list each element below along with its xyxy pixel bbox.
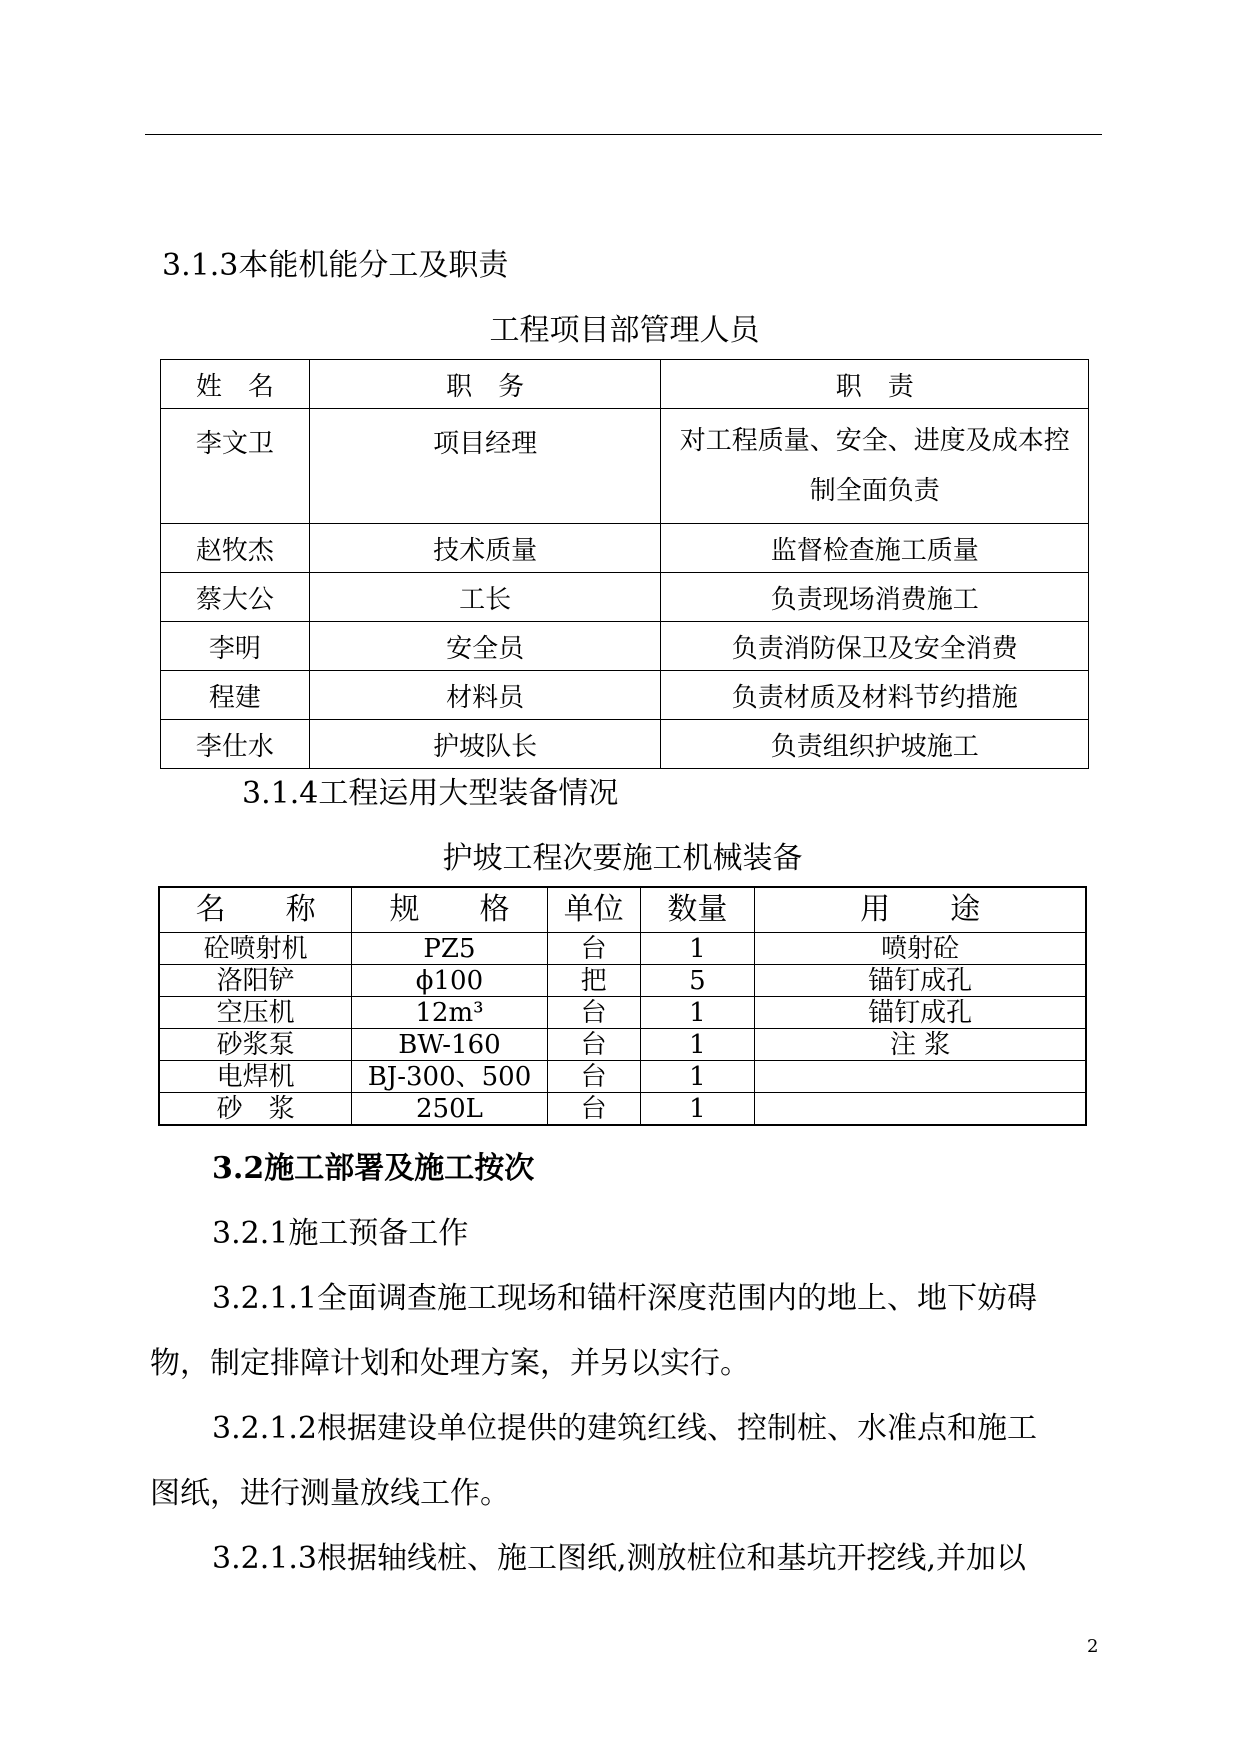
staff-duty: 负责消防保卫及安全消费 bbox=[661, 622, 1089, 671]
equip-use: 注 浆 bbox=[755, 1029, 1086, 1061]
equip-qty: 1 bbox=[640, 1061, 755, 1093]
equip-use: 锚钉成孔 bbox=[755, 965, 1086, 997]
staff-duty: 负责现场消费施工 bbox=[661, 573, 1089, 622]
staff-duty-line: 制全面负责 bbox=[809, 476, 940, 506]
header-cell-spec: 规 格 bbox=[352, 887, 548, 933]
section-3-2-heading: 3.2施工部署及施工按次 bbox=[212, 1151, 535, 1186]
equip-qty: 5 bbox=[640, 965, 755, 997]
staff-duty-line: 对工程质量、安全、进度及成本控 bbox=[679, 426, 1070, 456]
equip-spec: 12m³ bbox=[352, 997, 548, 1029]
equip-use bbox=[755, 1093, 1086, 1126]
header-cell-use: 用 途 bbox=[755, 887, 1086, 933]
header-cell-unit: 单位 bbox=[547, 887, 640, 933]
equip-table-title: 护坡工程次要施工机械装备 bbox=[442, 841, 803, 876]
equip-row bbox=[159, 965, 1086, 997]
staff-role: 工长 bbox=[309, 573, 661, 622]
section-3-1-3-heading: 3.1.3本能机能分工及职责 bbox=[162, 248, 509, 283]
staff-duty: 负责组织护坡施工 bbox=[661, 720, 1089, 769]
header-cell-duty: 职 责 bbox=[661, 360, 1089, 409]
equip-table-header-row bbox=[159, 887, 1086, 933]
staff-duty: 监督检查施工质量 bbox=[661, 524, 1089, 573]
equip-unit: 台 bbox=[547, 1093, 640, 1126]
page-number: 2 bbox=[1087, 1636, 1099, 1657]
header-cell-name: 姓 名 bbox=[161, 360, 310, 409]
staff-name: 程建 bbox=[161, 671, 310, 720]
equip-spec: PZ5 bbox=[352, 933, 548, 965]
equip-use: 锚钉成孔 bbox=[755, 997, 1086, 1029]
equip-unit: 台 bbox=[547, 1061, 640, 1093]
equip-name: 洛阳铲 bbox=[159, 965, 352, 997]
paragraph-line: 3.2.1.2根据建设单位提供的建筑红线、控制桩、水准点和施工 bbox=[212, 1411, 1037, 1446]
staff-table bbox=[160, 359, 1089, 769]
paragraph-line: 3.2.1.1全面调查施工现场和锚杆深度范围内的地上、地下妨碍 bbox=[212, 1281, 1037, 1316]
equip-unit: 台 bbox=[547, 997, 640, 1029]
paragraph-line: 图纸，进行测量放线工作。 bbox=[150, 1476, 510, 1511]
equip-name: 电焊机 bbox=[159, 1061, 352, 1093]
section-3-2-1-heading: 3.2.1施工预备工作 bbox=[212, 1216, 469, 1251]
staff-row bbox=[161, 720, 1089, 769]
equip-row bbox=[159, 1029, 1086, 1061]
staff-row bbox=[161, 409, 1089, 524]
equip-name: 砂浆泵 bbox=[159, 1029, 352, 1061]
equip-use: 喷射砼 bbox=[755, 933, 1086, 965]
header-cell-qty: 数量 bbox=[640, 887, 755, 933]
staff-role: 材料员 bbox=[309, 671, 661, 720]
equip-spec: BW-160 bbox=[352, 1029, 548, 1061]
header-rule bbox=[145, 134, 1102, 135]
staff-duty bbox=[661, 409, 1089, 524]
equip-qty: 1 bbox=[640, 933, 755, 965]
equip-qty: 1 bbox=[640, 1029, 755, 1061]
paragraph-line: 物，制定排障计划和处理方案，并另以实行。 bbox=[150, 1346, 750, 1381]
staff-role: 护坡队长 bbox=[309, 720, 661, 769]
equip-use bbox=[755, 1061, 1086, 1093]
equip-spec: BJ-300、500 bbox=[352, 1061, 548, 1093]
equip-spec: 250L bbox=[352, 1093, 548, 1126]
staff-duty: 负责材质及材料节约措施 bbox=[661, 671, 1089, 720]
staff-table-header-row bbox=[161, 360, 1089, 409]
header-cell-equip-name: 名 称 bbox=[159, 887, 352, 933]
equip-row bbox=[159, 1061, 1086, 1093]
equip-unit: 把 bbox=[547, 965, 640, 997]
staff-name: 李文卫 bbox=[161, 409, 310, 524]
paragraph-line: 3.2.1.3根据轴线桩、施工图纸,测放桩位和基坑开挖线,并加以 bbox=[212, 1541, 1027, 1576]
staff-name: 赵牧杰 bbox=[161, 524, 310, 573]
section-3-1-4-heading: 3.1.4工程运用大型装备情况 bbox=[242, 776, 619, 811]
equip-unit: 台 bbox=[547, 1029, 640, 1061]
staff-table-title: 工程项目部管理人员 bbox=[489, 313, 760, 348]
staff-role: 项目经理 bbox=[309, 409, 661, 524]
staff-row bbox=[161, 671, 1089, 720]
header-cell-role: 职 务 bbox=[309, 360, 661, 409]
equip-name: 空压机 bbox=[159, 997, 352, 1029]
equip-name: 砂 浆 bbox=[159, 1093, 352, 1126]
equip-qty: 1 bbox=[640, 1093, 755, 1126]
staff-row bbox=[161, 573, 1089, 622]
staff-row bbox=[161, 524, 1089, 573]
equip-qty: 1 bbox=[640, 997, 755, 1029]
staff-name: 李明 bbox=[161, 622, 310, 671]
equip-row bbox=[159, 1093, 1086, 1126]
equip-name: 砼喷射机 bbox=[159, 933, 352, 965]
staff-role: 技术质量 bbox=[309, 524, 661, 573]
staff-name: 蔡大公 bbox=[161, 573, 310, 622]
equipment-table bbox=[158, 886, 1087, 1126]
equip-spec: ϕ100 bbox=[352, 965, 548, 997]
equip-row bbox=[159, 933, 1086, 965]
equip-row bbox=[159, 997, 1086, 1029]
staff-name: 李仕水 bbox=[161, 720, 310, 769]
staff-role: 安全员 bbox=[309, 622, 661, 671]
staff-row bbox=[161, 622, 1089, 671]
equip-unit: 台 bbox=[547, 933, 640, 965]
